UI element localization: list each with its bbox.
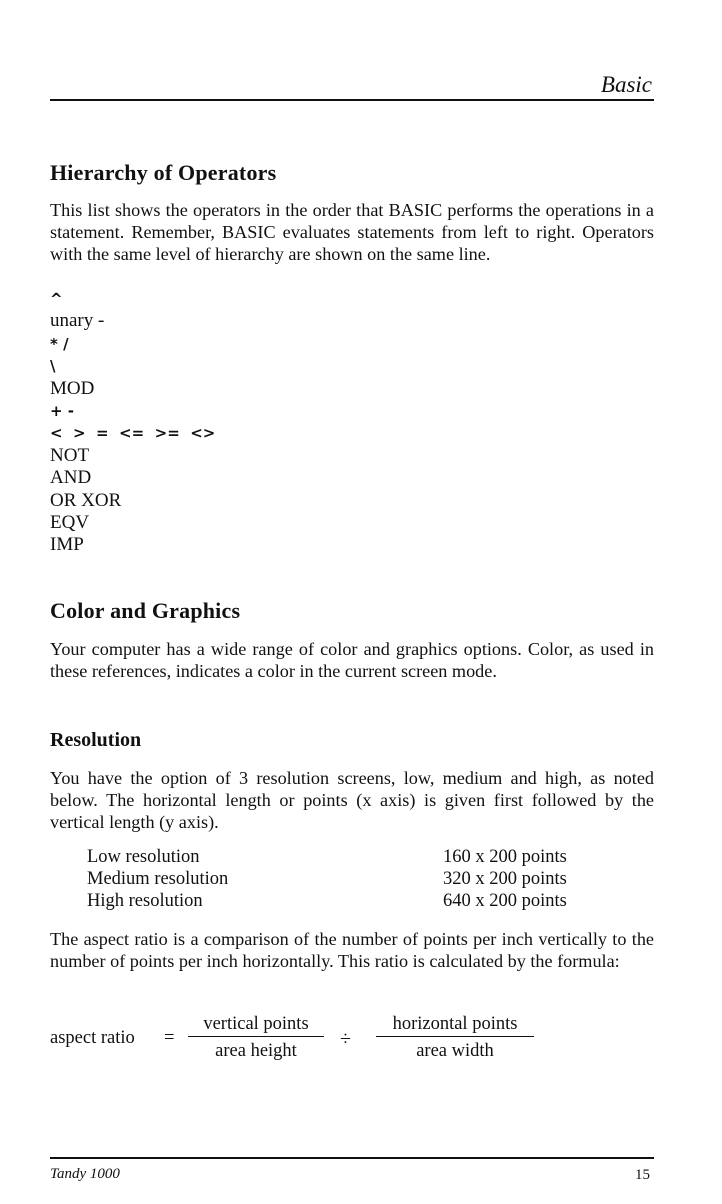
operator-list — [50, 288, 215, 557]
operator-level-8: NOT — [50, 444, 90, 466]
operator-level-7: < > = <= >= <> — [50, 424, 216, 443]
fraction-denominator: area height — [215, 1041, 297, 1061]
formula-lhs: aspect ratio — [50, 1028, 135, 1048]
operator-level-4: \ — [50, 357, 56, 376]
running-header-title: Basic — [600, 72, 652, 97]
table-row — [87, 846, 627, 868]
fraction-numerator: vertical points — [188, 1014, 324, 1037]
aspect-ratio-formula — [50, 1014, 610, 1074]
footer-divider — [50, 1157, 654, 1159]
operator-level-11: EQV — [50, 511, 90, 533]
operator-level-1: ^ — [50, 290, 63, 308]
table-row — [87, 868, 627, 890]
table-row — [87, 890, 627, 912]
fraction-horizontal — [376, 1014, 534, 1062]
resolution-label: High resolution — [87, 891, 203, 911]
operator-level-6: + - — [50, 401, 75, 420]
operator-level-5: MOD — [50, 377, 95, 399]
divide-icon: ÷ — [340, 1028, 351, 1050]
resolution-value: 160 x 200 points — [443, 847, 567, 867]
page-number: 15 — [635, 1167, 650, 1183]
formula-equals: = — [164, 1028, 175, 1048]
footer-book-title: Tandy 1000 — [50, 1166, 120, 1182]
paragraph-hierarchy-intro: This list shows the operators in the order that BASIC performs the operations in a statement. Remember, BASIC evaluates statements from left to right. Operators with the same level of hierarchy are shown on the same line. — [50, 200, 654, 264]
heading-color-and-graphics: Color and Graphics — [50, 598, 241, 623]
operator-level-9: AND — [50, 467, 92, 489]
fraction-denominator: area width — [416, 1041, 494, 1061]
fraction-vertical — [188, 1014, 324, 1062]
operator-level-2: unary - — [50, 310, 105, 332]
resolution-value: 640 x 200 points — [443, 891, 567, 911]
operator-level-10: OR XOR — [50, 489, 122, 511]
paragraph-color-intro: Your computer has a wide range of color and graphics options. Color, as used in these references, indicates a color in the current screen mode. — [50, 639, 654, 681]
heading-resolution: Resolution — [50, 729, 142, 751]
fraction-numerator: horizontal points — [376, 1014, 534, 1037]
resolution-value: 320 x 200 points — [443, 869, 567, 889]
resolution-label: Medium resolution — [87, 869, 229, 889]
operator-level-12: IMP — [50, 534, 84, 556]
heading-hierarchy-of-operators: Hierarchy of Operators — [50, 160, 277, 185]
operator-level-3: * / — [50, 334, 69, 353]
header-divider — [50, 99, 654, 101]
paragraph-resolution-intro: You have the option of 3 resolution screens, low, medium and high, as noted below. The horizontal length or points (x axis) is given first followed by the vertical length (y axis). — [50, 768, 654, 832]
resolution-label: Low resolution — [87, 847, 200, 867]
resolution-table — [87, 846, 627, 912]
paragraph-aspect-ratio: The aspect ratio is a comparison of the number of points per inch vertically to the number of points per inch horizontally. This ratio is calculated by the formula: — [50, 929, 654, 971]
